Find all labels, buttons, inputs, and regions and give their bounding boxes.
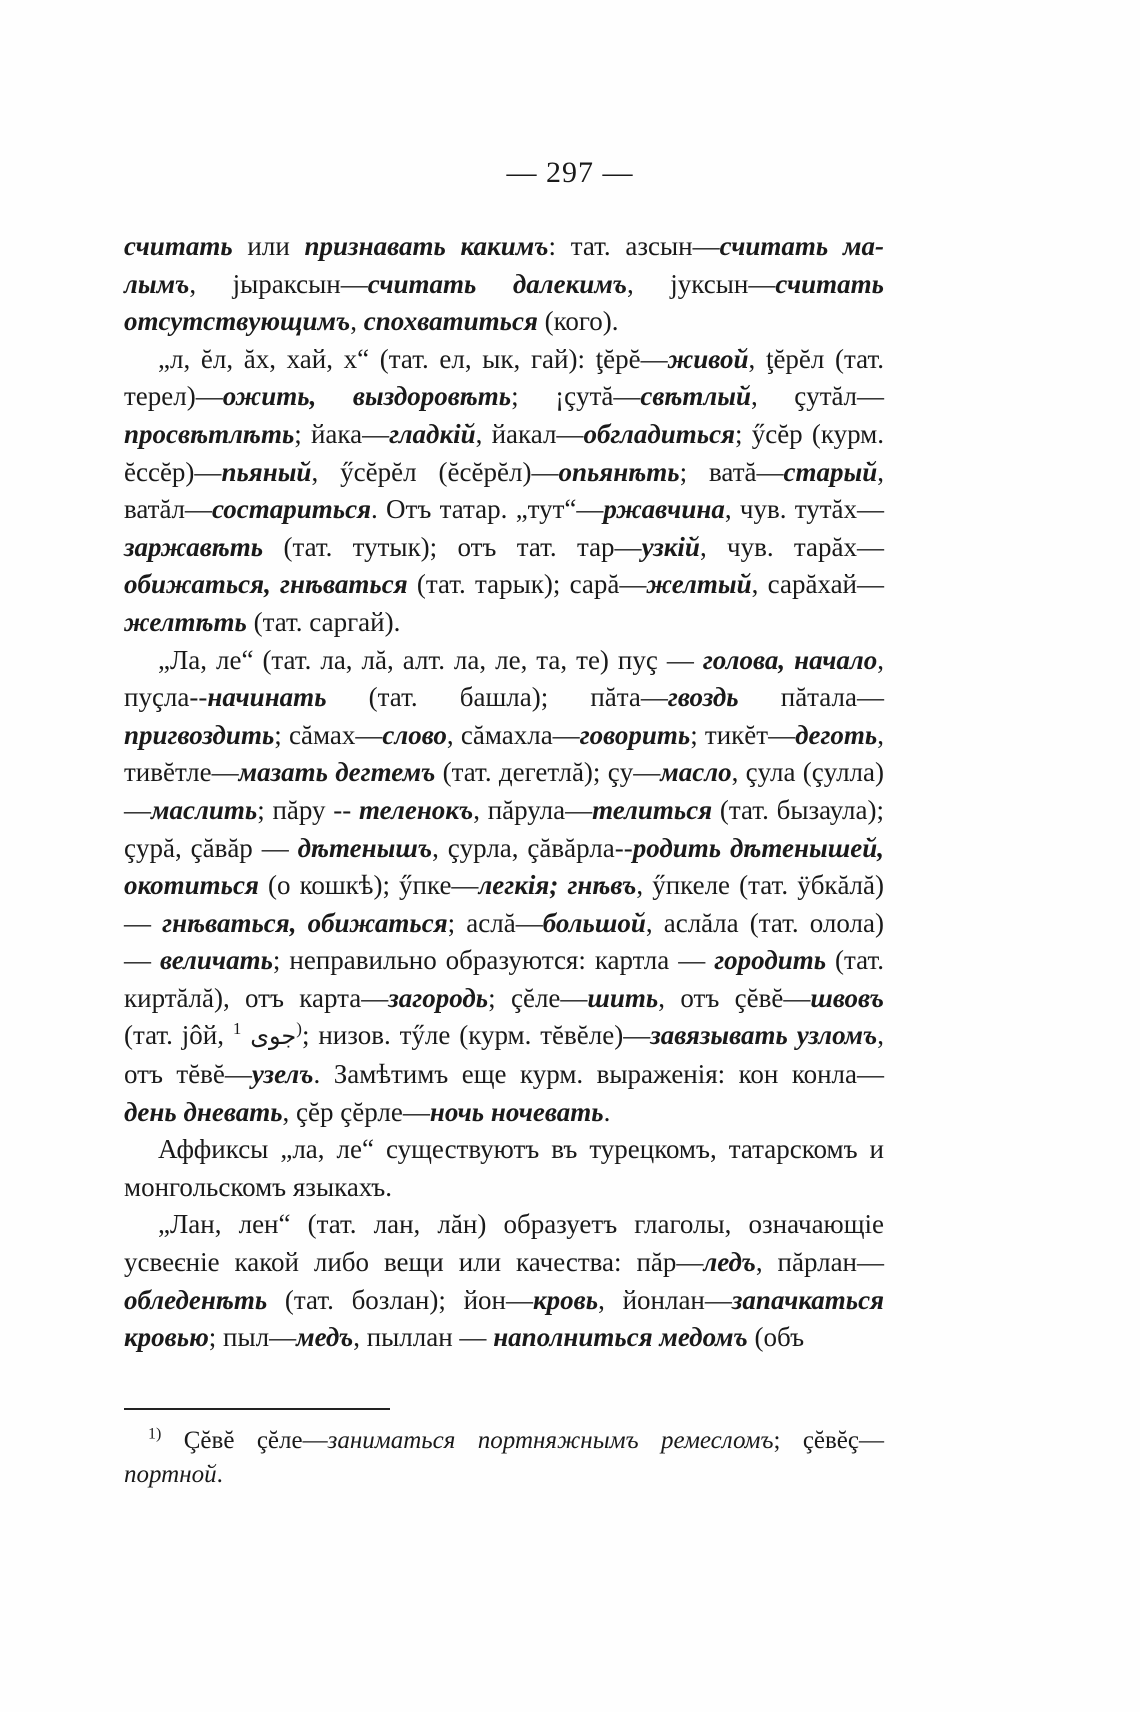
text-run: ; неправильно образуются: картла —	[272, 945, 715, 976]
italic-term: гладкій	[389, 418, 476, 449]
italic-term: большой	[542, 907, 646, 938]
italic-term: опьянѣть	[558, 456, 680, 487]
italic-term: пьяный	[221, 456, 312, 487]
italic-term: начинать	[207, 682, 327, 713]
text-run: , çутăл—	[751, 381, 884, 412]
text-run: ; тикĕт—	[690, 719, 796, 750]
paragraph	[124, 341, 884, 642]
italic-term: обижаться, гнѣваться	[124, 569, 408, 600]
text-run: „Ла, ле“ (тат. ла, лă, алт. ла, ле, та, те) пуç —	[158, 644, 703, 675]
text-run: , отъ çĕвĕ—	[658, 982, 811, 1013]
text-run: (о кошкѣ); ӳпке—	[258, 870, 479, 901]
italic-term: считать малымъ	[124, 231, 884, 299]
text-run: (тат. тутык); отъ тат. тар—	[263, 531, 642, 562]
text-run: „л, ĕл, ăх, хай, х“ (тат. ел, ык, гай): ţĕрĕ—	[158, 343, 668, 374]
text-run: , çурла, çăвăрла--	[432, 832, 633, 863]
page-number: — 297 —	[506, 156, 634, 189]
italic-term: телиться	[592, 794, 713, 825]
italic-term: узкій	[641, 531, 700, 562]
text-run: ; пăру --	[257, 794, 360, 825]
text-run: , пăрула—	[473, 794, 593, 825]
text-run: ; низов. тӳле (курм. тĕвĕле)—	[301, 1020, 651, 1051]
italic-term: считать отсутствующимъ	[124, 268, 884, 337]
text-run: ,	[350, 306, 364, 337]
text-run: ; сăмах—	[274, 719, 383, 750]
text-run: , пуçла--	[124, 644, 884, 713]
body-text	[124, 228, 884, 1357]
text-run: .	[603, 1096, 611, 1127]
italic-term: легкія; гнѣвъ	[478, 870, 637, 901]
text-run: , ватăл—	[124, 456, 884, 525]
text-run: , сăмахла—	[446, 719, 580, 750]
text-run: , çула (çулла)—	[124, 757, 884, 825]
italic-term: ледъ	[703, 1247, 756, 1278]
italic-term: медъ	[296, 1322, 354, 1353]
text-run: (тат. бызаула); çурă, çăвăр —	[124, 794, 884, 863]
italic-term: желтѣть	[124, 606, 247, 637]
paragraph	[124, 1206, 884, 1356]
text-run: , çĕр çĕрле—	[282, 1096, 430, 1127]
text-run: (тат. тарык); сарă—	[407, 569, 647, 600]
text-run: или	[232, 231, 305, 261]
italic-term: заниматься портняжнымъ ремесломъ	[327, 1427, 774, 1454]
text-run: ; ватă—	[679, 456, 784, 487]
italic-term: признавать какимъ	[304, 231, 549, 261]
italic-term: завязывать узломъ	[650, 1020, 878, 1051]
italic-term: гвоздь	[667, 682, 739, 713]
text-run: . Замѣтимъ еще курм. выраженія: кон конла—	[313, 1059, 885, 1090]
text-run: , сарăхай—	[751, 569, 885, 600]
italic-term: старый	[783, 456, 878, 487]
italic-term: гнѣваться, обижаться	[162, 907, 448, 938]
text-run: .	[216, 1461, 223, 1488]
text-run: Аффиксы „ла, ле“ существуютъ въ турецкомъ, татарскомъ и монгольскомъ языкахъ.	[124, 1134, 884, 1202]
italic-term: считать далекимъ	[367, 268, 628, 299]
paragraph	[124, 228, 884, 341]
italic-term: свѣтлый	[640, 381, 752, 412]
text-run: ; ӳсĕр (курм. ĕссĕр)—	[124, 418, 884, 487]
footnote-marker: 1)	[232, 1019, 302, 1039]
italic-term: желтый	[646, 569, 752, 600]
text-run: , отъ тĕвĕ—	[124, 1020, 885, 1090]
text-run: , йакал—	[475, 418, 584, 449]
italic-term: величать	[159, 945, 273, 976]
text-run	[241, 1020, 250, 1050]
text-run: (тат. киртăлă), отъ карта—	[124, 945, 884, 1013]
text-run: ; ¡çутă—	[511, 381, 641, 412]
italic-term: запачкаться кровью	[124, 1284, 885, 1353]
italic-term: ночь ночевать	[429, 1096, 604, 1127]
italic-term: заржавѣть	[124, 531, 264, 562]
italic-term: просвѣтлѣть	[124, 418, 295, 449]
text-run: ; йака—	[294, 418, 390, 449]
italic-term: портной	[124, 1461, 217, 1488]
footnote	[124, 1424, 884, 1492]
italic-term: состариться	[211, 494, 371, 525]
italic-term: считать	[124, 231, 233, 261]
text-run: пăтала—	[738, 682, 884, 713]
italic-term: масло	[660, 757, 732, 788]
text-run: (тат. саргай).	[246, 606, 401, 637]
italic-term: наполниться медомъ	[493, 1322, 748, 1353]
text-run: (тат. јôй,	[124, 1020, 233, 1051]
text-run: , ӳпкеле (тат. ӱбкăлă) —	[124, 870, 884, 938]
text-run: (тат. башла); пăта—	[326, 682, 668, 713]
footnote-divider	[124, 1408, 390, 1410]
italic-term: спохватиться	[363, 306, 538, 337]
paragraph	[124, 642, 884, 1132]
italic-term: обгладиться	[583, 418, 736, 449]
text-run: . Отъ татар. „тут“—	[370, 494, 604, 525]
text-run: Çĕвĕ çĕле—	[161, 1427, 328, 1454]
italic-term: ожить, выздоровѣть	[222, 381, 512, 412]
text-run: (тат. бозлан); йон—	[267, 1284, 533, 1315]
italic-term: обледенѣть	[124, 1284, 268, 1315]
italic-term: деготь	[795, 719, 878, 750]
italic-term: говорить	[579, 719, 691, 750]
italic-term: слово	[382, 719, 447, 750]
paragraph	[124, 1131, 884, 1206]
text-run: , ţĕрĕл (тат. терел)—	[124, 343, 884, 412]
text-run: , йонлан—	[598, 1284, 732, 1315]
text-run: ; пыл—	[208, 1322, 297, 1353]
italic-term: мазать дегтемъ	[238, 757, 436, 788]
italic-term: городить	[714, 945, 827, 976]
italic-term: живой	[667, 343, 749, 374]
text-run: (тат. дегетлă); çу—	[435, 757, 661, 788]
text-run: ; аслă—	[447, 907, 543, 938]
italic-term: узелъ	[251, 1059, 314, 1090]
text-run: , тивĕтле—	[124, 719, 885, 788]
italic-term: теленокъ	[359, 794, 474, 825]
italic-term: маслить	[151, 794, 258, 825]
arabic-word: جوى	[250, 1022, 297, 1051]
text-run: , ӳсĕрĕл (ĕсĕрĕл)—	[311, 456, 559, 487]
text-run: , пыллан —	[353, 1322, 494, 1353]
italic-term: ржавчина	[603, 494, 725, 525]
text-run: „Лан, лен“ (тат. лан, лăн) образуетъ глаголы, означающіе усвеєніе какой либо вещи или качества: пăр—	[124, 1209, 884, 1278]
text-run: , чув. тутăх—	[724, 494, 884, 525]
text-run: , пăрлан—	[755, 1247, 884, 1278]
text-run: , аслăла (тат. олола) —	[124, 907, 884, 976]
italic-term: швовъ	[810, 982, 884, 1013]
italic-term: дѣтенышъ	[297, 832, 433, 863]
text-run: , јуксын—	[627, 268, 776, 299]
text-run: , чув. тарăх—	[699, 531, 884, 562]
italic-term: пригвоздить	[124, 719, 275, 750]
italic-term: шить	[587, 982, 659, 1013]
italic-term: день дневать	[124, 1096, 283, 1127]
footnote-marker: 1)	[148, 1425, 162, 1443]
text-run: (кого).	[537, 306, 619, 337]
text-run: ; çĕвĕç—	[773, 1427, 885, 1454]
text-run: ; çĕле—	[488, 982, 588, 1013]
text-run: (объ	[747, 1322, 805, 1353]
text-run: , јыраксын—	[189, 268, 368, 299]
italic-term: загородь	[388, 982, 489, 1013]
text-run: : тат. азсын—	[548, 231, 720, 261]
italic-term: родить дѣтенышей, окотиться	[124, 832, 884, 901]
italic-term: кровь	[533, 1284, 599, 1315]
italic-term: голова, начало	[702, 644, 878, 675]
